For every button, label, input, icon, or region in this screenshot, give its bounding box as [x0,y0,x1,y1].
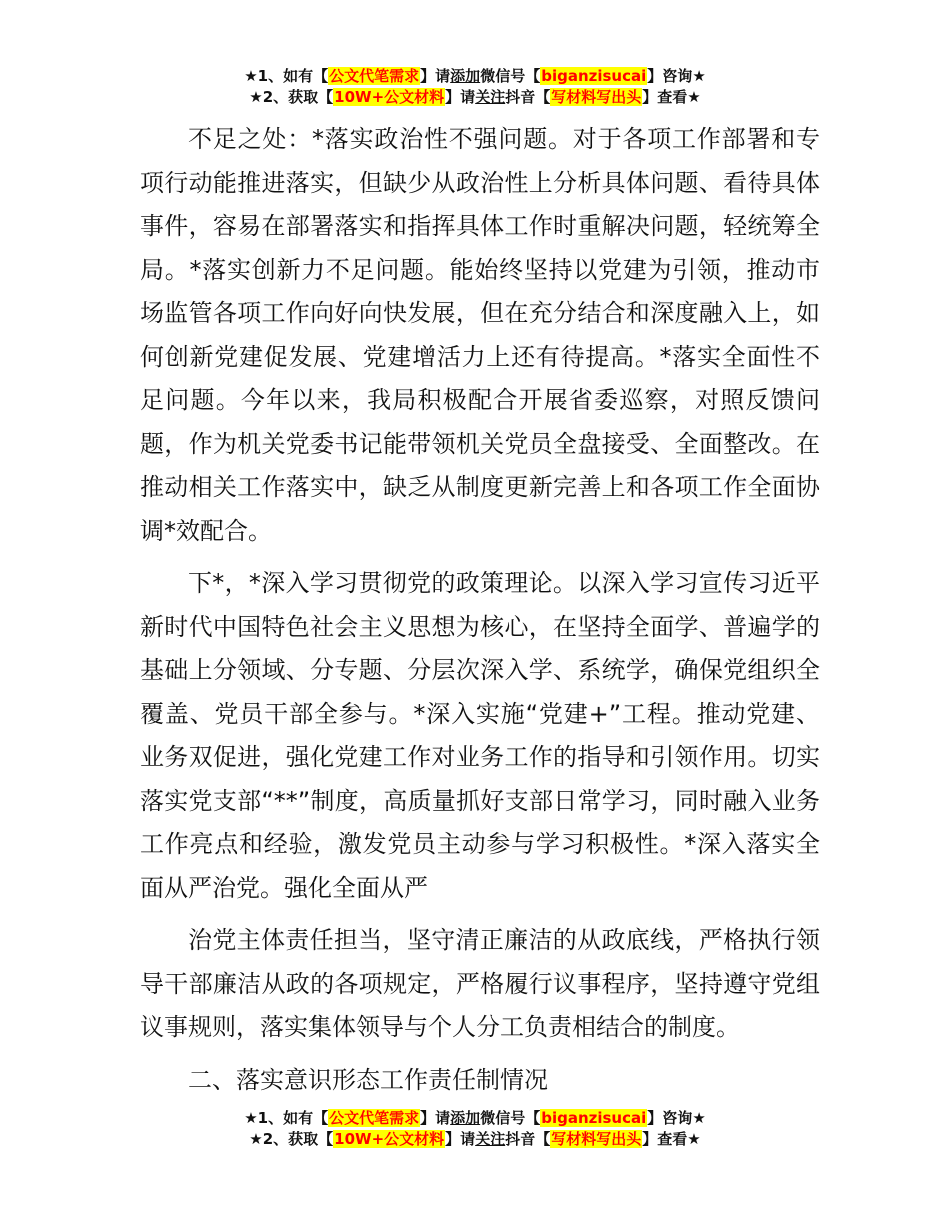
star-icon: ★ [687,1130,701,1148]
star-icon: ★ [687,88,701,106]
bracket: 【 [318,88,334,106]
bracket: 】 [420,1109,436,1127]
bracket: 】 [642,1130,658,1148]
header-banner [0,66,950,108]
star-icon: ★ [244,67,258,85]
banner-text: 查看 [657,88,688,106]
bracket: 【 [525,1109,541,1127]
underlined-follow: 关注 [475,1130,506,1148]
star-icon: ★ [692,67,706,85]
bracket: 【 [313,67,329,85]
underlined-follow: 关注 [475,88,506,106]
bracket: 【 [535,88,551,106]
banner-text: 2、获取 [262,88,319,106]
banner-text: 1、如有 [257,1109,314,1127]
star-icon: ★ [244,1109,258,1127]
star-icon: ★ [692,1109,706,1127]
highlight-douyin-account: 写材料写出头 [551,1130,642,1148]
bracket: 】 [642,88,658,106]
banner-text: 抖音 [505,88,536,106]
highlight-wechat-id: biganzisucai [541,67,647,85]
banner-text: 咨询 [662,67,693,85]
highlight-ghostwriting: 公文代笔需求 [329,1109,420,1127]
bracket: 【 [535,1130,551,1148]
banner-text: 咨询 [662,1109,693,1127]
bracket: 】 [445,1130,461,1148]
paragraph-next-steps: 下*，*深入学习贯彻党的政策理论。以深入学习宣传习近平新时代中国特色社会主义思想为核心，在坚持全面学、普遍学的基础上分领域、分专题、分层次深入学、系统学，确保党组织全覆盖、党员干部全参与。*深入实施“党建+”工程。推动党建、业务双促进，强化党建工作对业务工作的指导和引领作用。切实落实党支部“**”制度，高质量抓好支部日常学习，同时融入业务工作亮点和经验，激发党员主动参与学习积极性。*深入落实全面从严治党。强化全面从严 [140,569,820,902]
bracket: 】 [420,67,436,85]
banner-text: 查看 [657,1130,688,1148]
document-body [140,118,820,1102]
highlight-materials: 10W+公文材料 [334,1130,445,1148]
bracket: 【 [525,67,541,85]
section-heading: 二、落实意识形态工作责任制情况 [188,1065,548,1094]
banner-line-1 [0,66,950,87]
banner-text: 请 [435,67,451,85]
banner-text: 微信号 [480,67,526,85]
paragraph-responsibility: 治党主体责任担当，坚守清正廉洁的从政底线，严格执行领导干部廉洁从政的各项规定，严格履行议事程序，坚持遵守党组议事规则，落实集体领导与个人分工负责相结合的制度。 [140,926,820,1041]
bracket: 】 [647,67,663,85]
star-icon: ★ [249,88,263,106]
highlight-douyin-account: 写材料写出头 [551,88,642,106]
banner-text: 抖音 [505,1130,536,1148]
bracket: 】 [445,88,461,106]
underlined-add: 添加 [450,1109,481,1127]
underlined-add: 添加 [450,67,481,85]
bracket: 【 [318,1130,334,1148]
bracket: 】 [647,1109,663,1127]
highlight-ghostwriting: 公文代笔需求 [329,67,420,85]
footer-banner [0,1108,950,1150]
banner-text: 1、如有 [257,67,314,85]
star-icon: ★ [249,1130,263,1148]
banner-line-1 [0,1108,950,1129]
paragraph-shortcomings: 不足之处：*落实政治性不强问题。对于各项工作部署和专项行动能推进落实，但缺少从政治性上分析具体问题、看待具体事件，容易在部署落实和指挥具体工作时重解决问题，轻统筹全局。*落实创新力不足问题。能始终坚持以党建为引领，推动市场监管各项工作向好向快发展，但在充分结合和深度融入上，如何创新党建促发展、党建增活力上还有待提高。*落实全面性不足问题。今年以来，我局积极配合开展省委巡察，对照反馈问题，作为机关党委书记能带领机关党员全盘接受、全面整改。在推动相关工作落实中，缺乏从制度更新完善上和各项工作全面协调*效配合。 [140,125,820,545]
banner-text: 请 [460,88,476,106]
banner-line-2 [0,1129,950,1150]
banner-text: 2、获取 [262,1130,319,1148]
banner-line-2 [0,87,950,108]
highlight-wechat-id: biganzisucai [541,1109,647,1127]
banner-text: 微信号 [480,1109,526,1127]
banner-text: 请 [460,1130,476,1148]
highlight-materials: 10W+公文材料 [334,88,445,106]
bracket: 【 [313,1109,329,1127]
banner-text: 请 [435,1109,451,1127]
